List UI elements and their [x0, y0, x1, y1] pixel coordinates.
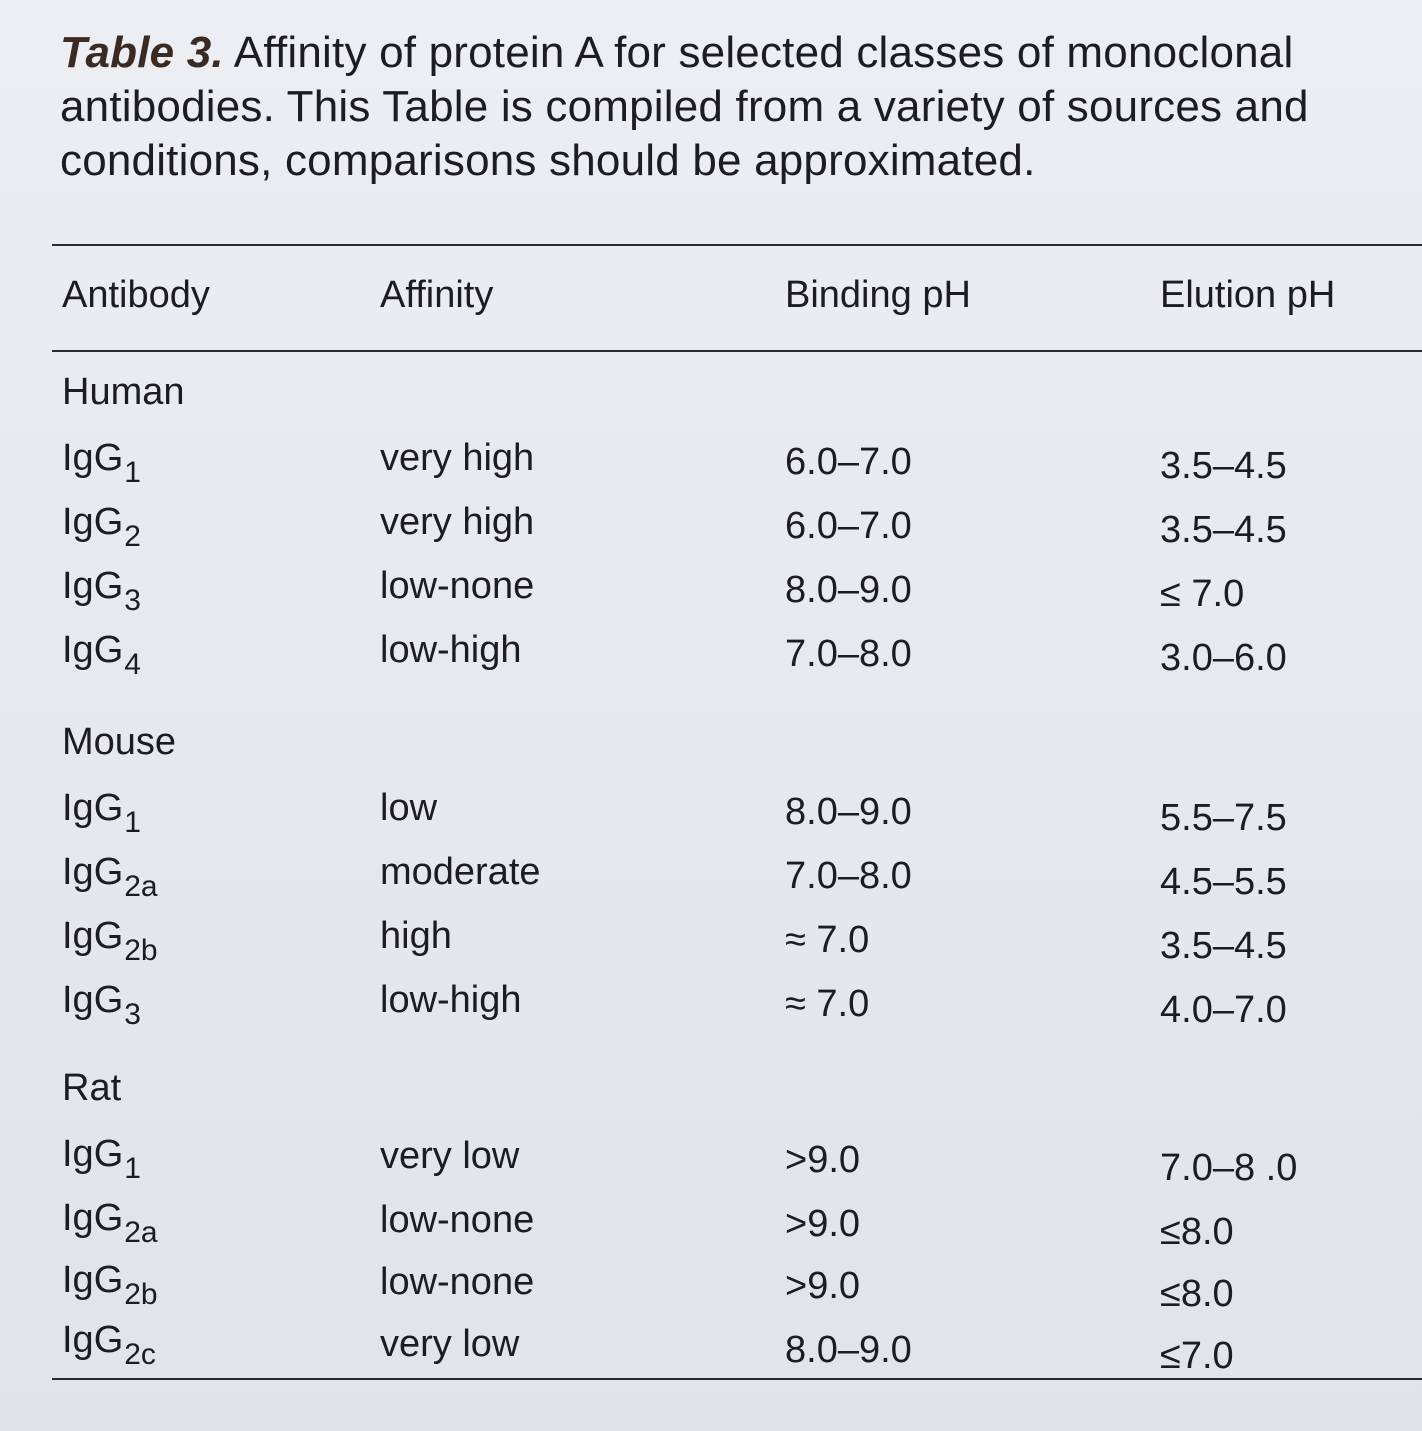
binding-ph-cell: 8.0–9.0: [785, 791, 912, 833]
elution-ph-cell: 5.5–7.5: [1160, 797, 1287, 839]
header-affinity: Affinity: [380, 274, 494, 316]
antibody-cell: IgG$_{2a}$: [62, 1197, 158, 1249]
table-bottom-rule: [52, 1378, 1422, 1380]
elution-ph-cell: 3.5–4.5: [1160, 445, 1287, 487]
antibody-cell: IgG$_{2c}$: [62, 1319, 156, 1371]
affinity-cell: low-none: [380, 565, 535, 607]
table-caption-label: Table 3.: [60, 28, 224, 77]
antibody-cell: IgG$_2$: [62, 501, 141, 553]
affinity-cell: low-high: [380, 979, 522, 1021]
binding-ph-cell: 7.0–8.0: [785, 633, 912, 675]
affinity-cell: very high: [380, 501, 535, 543]
binding-ph-cell: 7.0–8.0: [785, 855, 912, 897]
antibody-cell: IgG$_4$: [62, 629, 141, 681]
binding-ph-cell: >9.0: [785, 1203, 861, 1245]
elution-ph-cell: 3.5–4.5: [1160, 509, 1287, 551]
binding-ph-cell: 8.0–9.0: [785, 1329, 912, 1371]
affinity-cell: high: [380, 915, 452, 957]
affinity-cell: low-high: [380, 629, 522, 671]
affinity-cell: low-none: [380, 1199, 535, 1241]
table-caption-text: Affinity of protein A for selected classes of monoclonal antibodies. This Table is compiled from a variety of sources and conditions, comparisons should be approximated.: [60, 28, 1309, 185]
header-elution-ph: Elution pH: [1160, 274, 1336, 316]
antibody-cell: IgG$_{2b}$: [62, 915, 158, 967]
antibody-cell: IgG$_1$: [62, 437, 141, 489]
affinity-cell: very high: [380, 437, 535, 479]
elution-ph-cell: 4.0–7.0: [1160, 989, 1287, 1031]
elution-ph-cell: ≤7.0: [1160, 1335, 1234, 1377]
binding-ph-cell: 6.0–7.0: [785, 441, 912, 483]
group-label-human: Human: [62, 371, 185, 413]
elution-ph-cell: 7.0–8 .0: [1160, 1147, 1298, 1189]
elution-ph-cell: ≤8.0: [1160, 1211, 1234, 1253]
binding-ph-cell: ≈ 7.0: [785, 983, 870, 1025]
antibody-cell: IgG$_1$: [62, 1133, 141, 1185]
header-antibody: Antibody: [62, 274, 210, 316]
antibody-cell: IgG$_{2b}$: [62, 1259, 158, 1311]
antibody-cell: IgG$_3$: [62, 565, 141, 617]
affinity-cell: very low: [380, 1323, 520, 1365]
table-top-rule: [52, 244, 1422, 246]
binding-ph-cell: >9.0: [785, 1139, 861, 1181]
affinity-cell: low-none: [380, 1261, 535, 1303]
group-label-mouse: Mouse: [62, 721, 177, 763]
affinity-cell: low: [380, 787, 438, 829]
antibody-cell: IgG$_1$: [62, 787, 141, 839]
header-binding-ph: Binding pH: [785, 274, 971, 316]
binding-ph-cell: 6.0–7.0: [785, 505, 912, 547]
affinity-cell: moderate: [380, 851, 541, 893]
binding-ph-cell: 8.0–9.0: [785, 569, 912, 611]
elution-ph-cell: 3.0–6.0: [1160, 637, 1287, 679]
table-header-rule: [52, 350, 1422, 352]
antibody-cell: IgG$_3$: [62, 979, 141, 1031]
binding-ph-cell: ≈ 7.0: [785, 919, 870, 961]
table-caption: [60, 26, 1380, 188]
affinity-cell: very low: [380, 1135, 520, 1177]
elution-ph-cell: 3.5–4.5: [1160, 925, 1287, 967]
elution-ph-cell: 4.5–5.5: [1160, 861, 1287, 903]
elution-ph-cell: ≤ 7.0: [1160, 573, 1245, 615]
elution-ph-cell: ≤8.0: [1160, 1273, 1234, 1315]
binding-ph-cell: >9.0: [785, 1265, 861, 1307]
group-label-rat: Rat: [62, 1067, 122, 1109]
antibody-cell: IgG$_{2a}$: [62, 851, 158, 903]
